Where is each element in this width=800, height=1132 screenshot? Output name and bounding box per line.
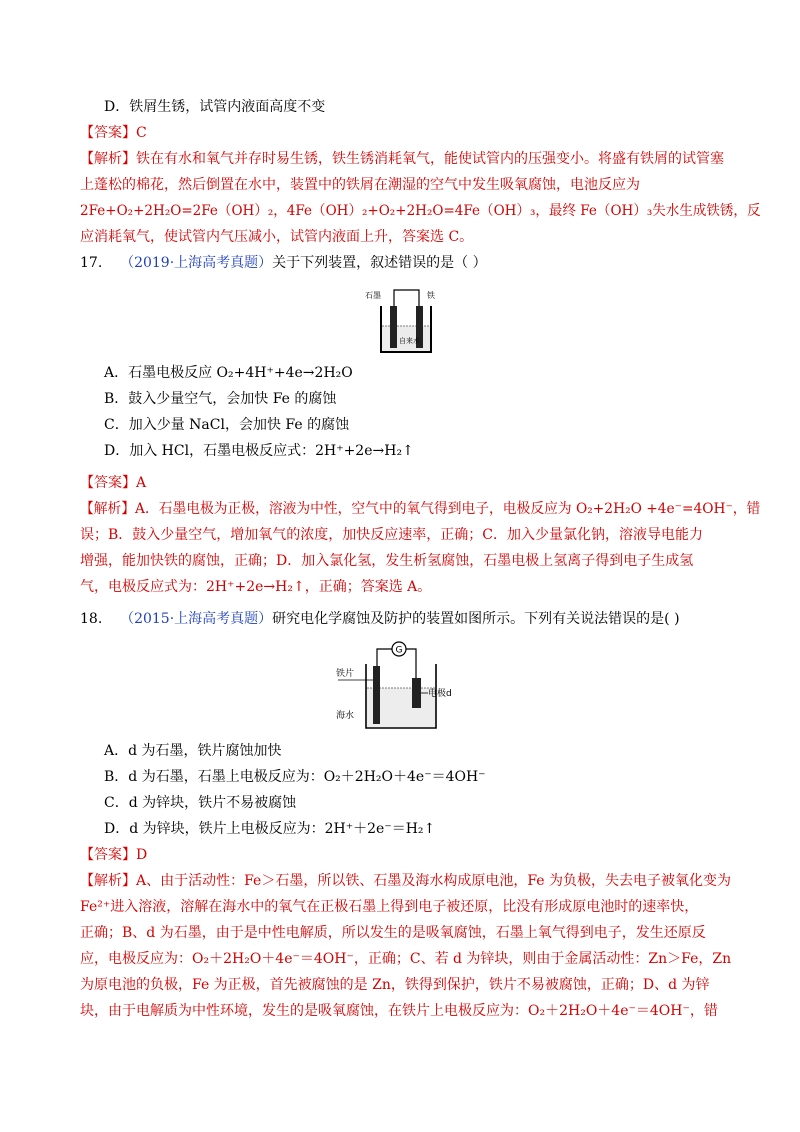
q16-analysis-line: 2Fe+O₂+2H₂O=2Fe（OH）₂，4Fe（OH）₂+O₂+2H₂O=4Fe（OH）₃，最终 Fe（OH）₃失水生成铁锈，反 [80,203,761,219]
q18-option-d: D．d 为锌块，铁片上电极反应为：2H⁺＋2e⁻＝H₂↑ [104,821,436,837]
analysis-label: 【解析】 [80,501,136,517]
q18-analysis-line: 为原电池的负极，Fe 为正极，首先被腐蚀的是 Zn，铁得到保护，铁片不易被腐蚀，正确；D、d 为锌 [80,977,710,993]
answer-label: 【答案】 [80,125,136,141]
q17-analysis-line: 误；B．鼓入少量空气，增加氧气的浓度，加快反应速率，正确；C．加入少量氯化钠，溶液导电能力 [80,527,703,543]
iron-sheet-electrode [373,666,380,724]
q18-analysis-line: 【解析】A、由于活动性：Fe＞石墨，所以铁、石墨及海水构成原电池，Fe 为负极，失去电子被氧化变为 [80,873,732,889]
graphite-electrode [390,306,397,348]
q18-analysis-line: Fe²⁺进入溶液，溶解在海水中的氧气在正极石墨上得到电子被还原，比没有形成原电池时的速率快， [80,899,699,915]
q17-option-c: C．加入少量 NaCl，会加快 Fe 的腐蚀 [104,417,350,433]
q17-answer [80,473,146,493]
q17-stem [80,253,487,273]
liquid-label: 自来水 [399,337,420,345]
q16-analysis-line: 【解析】铁在有水和氧气并存时易生锈，铁生锈消耗氧气，能使试管内的压强变小。将盛有铁屑的试管塞 [80,151,724,167]
question-number: 17. [80,255,103,271]
q18-option-a: A．d 为石墨，铁片腐蚀加快 [104,743,282,759]
q18-option-b: B．d 为石墨，石墨上电极反应为：O₂＋2H₂O＋4e⁻＝4OH⁻ [104,769,486,785]
electrode-d-label: 电极d [428,689,452,699]
q17-analysis-line: 气，电极反应式为：2H⁺+2e→H₂↑，正确；答案选 A。 [80,579,432,595]
iron-label: 铁 [427,291,435,300]
q17-option-a: A．石墨电极反应 O₂+4H⁺+4e→2H₂O [104,365,353,381]
q18-apparatus-figure [336,638,462,734]
q17-analysis-line: 增强，能加快铁的腐蚀，正确；D．加入氯化氢，发生析氢腐蚀，石墨电极上氢离子得到电子生成氢 [80,553,694,569]
q17-analysis-line: 【解析】A．石墨电极为正极，溶液为中性，空气中的氧气得到电子，电极反应为 O₂+2H₂O +4e⁻=4OH⁻，错 [80,501,761,517]
q17-apparatus-figure [365,284,447,358]
iron-sheet-label: 铁片 [336,669,355,679]
q17-option-b: B．鼓入少量空气，会加快 Fe 的腐蚀 [104,391,337,407]
question-source: （2019·上海高考真题） [120,255,273,271]
question-number: 18. [80,611,103,627]
question-text: 研究电化学腐蚀及防护的装置如图所示。下列有关说法错误的是( ) [272,611,680,627]
electrode-d [412,678,421,708]
connecting-wire [394,290,419,308]
answer-value: D [136,847,148,863]
q16-analysis-line: 应消耗氧气，使试管内气压减小，试管内液面上升，答案选 C。 [80,229,474,245]
q16-answer [80,123,147,143]
answer-value: A [136,475,147,491]
q18-option-c: C．d 为锌块，铁片不易被腐蚀 [104,795,297,811]
galvanometer-label: G [395,645,403,656]
analysis-label: 【解析】 [80,873,136,889]
seawater-label: 海水 [336,711,355,721]
q18-stem [80,609,680,629]
q16-option-d: D．铁屑生锈，试管内液面高度不变 [104,99,326,115]
answer-label: 【答案】 [80,475,136,491]
graphite-label: 石墨 [365,291,381,300]
analysis-label: 【解析】 [80,151,136,167]
q17-option-d: D．加入 HCl，石墨电极反应式：2H⁺+2e→H₂↑ [104,443,414,459]
answer-value: C [136,125,147,141]
q16-analysis-line: 上蓬松的棉花，然后倒置在水中，装置中的铁屑在潮湿的空气中发生吸氧腐蚀，电池反应为 [80,177,640,193]
q18-analysis-line: 正确；B、d 为石墨，由于是中性电解质，所以发生的是吸氧腐蚀，石墨上氧气得到电子，发生还原反 [80,925,706,941]
question-source: （2015·上海高考真题） [120,611,273,627]
answer-label: 【答案】 [80,847,136,863]
question-text: 关于下列装置，叙述错误的是（ ） [272,255,487,271]
q18-analysis-line: 块，由于电解质为中性环境，发生的是吸氧腐蚀，在铁片上电极反应为：O₂＋2H₂O＋4e⁻＝4OH⁻，错 [80,1003,718,1019]
q18-analysis-line: 应，电极反应为：O₂＋2H₂O＋4e⁻＝4OH⁻，正确；C、若 d 为锌块，则由于金属活动性：Zn＞Fe，Zn [80,951,732,967]
q18-answer [80,845,147,865]
